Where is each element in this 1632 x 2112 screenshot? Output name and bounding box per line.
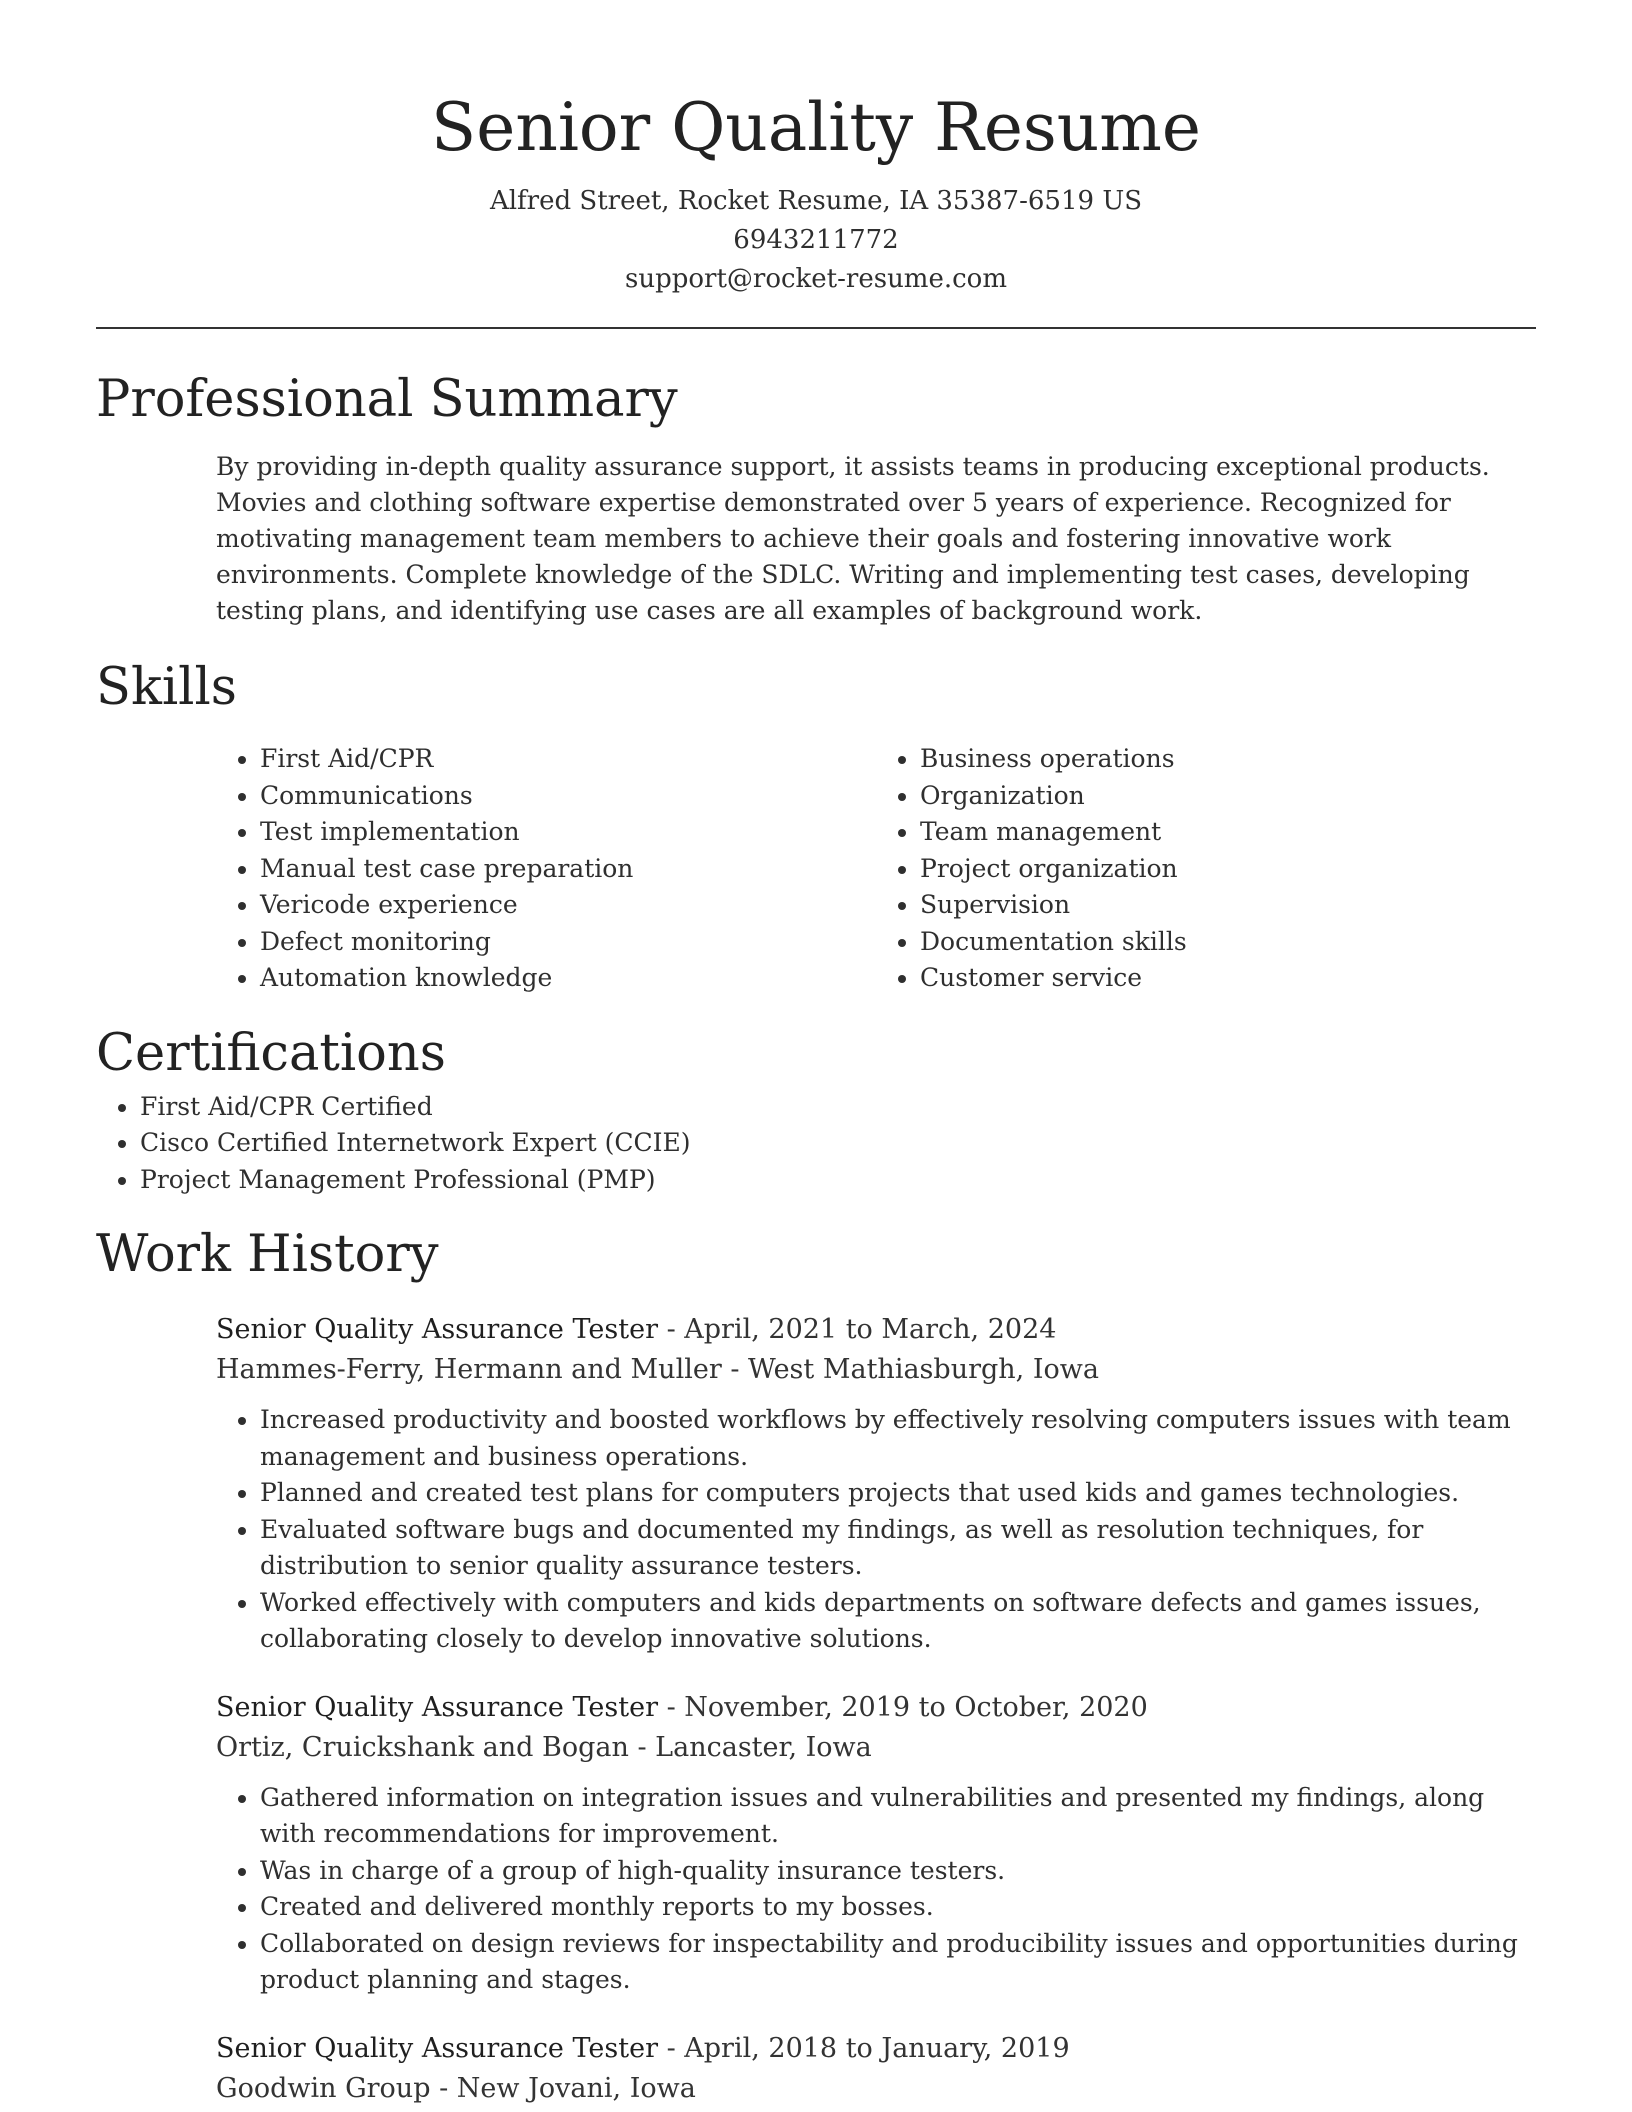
job-company: Hammes-Ferry, Hermann and Muller [216, 1354, 722, 1385]
skill-item: • Team management [920, 814, 1536, 851]
resume-header [96, 0, 1536, 299]
email-address: support@rocket-resume.com [624, 264, 1007, 294]
certifications-list [96, 1089, 1536, 1199]
skills-column-right [876, 741, 1536, 997]
job-company: Goodwin Group [216, 2072, 431, 2104]
job-dates: - April, 2021 to March, 2024 [657, 1314, 1057, 1345]
job-duty-item: • Planned and created test plans for computers projects that used kids and games technologies. [260, 1475, 1536, 1512]
address: Alfred Street, Rocket Resume, IA 35387-6519 US [489, 186, 1143, 216]
resume-title: Senior Quality Resume [431, 89, 1201, 166]
certification-item: • Project Management Professional (PMP) [140, 1162, 1536, 1199]
job-duty-item: • Gathered information on integration issues and vulnerabilities and presented my findings, along with recommendations for improvement. [260, 1780, 1536, 1853]
skill-item: • Project organization [920, 851, 1536, 888]
phone-number: 6943211772 [733, 225, 899, 255]
job-entry [216, 1688, 1536, 1999]
skill-item: • Vericode experience [260, 887, 876, 924]
skill-item: • Test implementation [260, 814, 876, 851]
resume-page [96, 0, 1536, 2109]
skill-item: • First Aid/CPR [260, 741, 876, 778]
certification-item: • First Aid/CPR Certified [140, 1089, 1536, 1126]
skill-item: • Manual test case preparation [260, 851, 876, 888]
job-company-line [216, 1350, 1536, 1390]
certifications-heading: Certifications [96, 1023, 446, 1083]
skill-item: • Automation knowledge [260, 960, 876, 997]
job-location: - West Mathiasburgh, Iowa [721, 1354, 1099, 1385]
job-company: Ortiz, Cruickshank and Bogan [216, 1731, 629, 1763]
job-duties-list [216, 1402, 1536, 1658]
job-location: - New Jovani, Iowa [430, 2072, 696, 2104]
skill-item: • Communications [260, 778, 876, 815]
job-duty-item: • Was in charge of a group of high-quality insurance testers. [260, 1853, 1536, 1890]
job-company-line [216, 2069, 1536, 2109]
job-duty-item: • Evaluated software bugs and documented my findings, as well as resolution techniques, for distribution to senior quality assurance testers. [260, 1512, 1536, 1585]
job-duty-item: • Created and delivered monthly reports to my bosses. [260, 1889, 1536, 1926]
skill-item: • Customer service [920, 960, 1536, 997]
skill-item: • Supervision [920, 887, 1536, 924]
job-entry [216, 1310, 1536, 1658]
summary-text: By providing in-depth quality assurance support, it assists teams in producing exceptional products. Movies and clothing software expertise demonstrated over 5 years of experience. Recognized for motivating management team members to achieve their goals and fostering innovative work environments. Complete knowledge of the SDLC. Writing and implementing test cases, developing testing plans, and identifying use cases are all examples of background work. [216, 452, 1490, 625]
skill-item: • Documentation skills [920, 924, 1536, 961]
job-title-line [216, 2029, 1536, 2069]
job-entry [216, 2029, 1536, 2109]
job-duty-item: • Increased productivity and boosted workflows by effectively resolving computers issues with team management and business operations. [260, 1402, 1536, 1475]
job-duty-item: • Worked effectively with computers and kids departments on software defects and games issues, collaborating closely to develop innovative solutions. [260, 1585, 1536, 1658]
job-title: Senior Quality Assurance Tester [216, 1691, 658, 1723]
job-company-line [216, 1728, 1536, 1768]
job-title-line [216, 1310, 1536, 1350]
skill-item: • Defect monitoring [260, 924, 876, 961]
skills-column-left [216, 741, 876, 997]
header-divider [96, 327, 1536, 329]
job-title: Senior Quality Assurance Tester [216, 2032, 658, 2064]
skill-item: • Business operations [920, 741, 1536, 778]
job-title-line [216, 1688, 1536, 1728]
skills-heading: Skills [96, 658, 237, 717]
summary-heading: Professional Summary [96, 370, 678, 429]
skill-item: • Organization [920, 778, 1536, 815]
skills-list [216, 741, 1536, 997]
job-duties-list [216, 1780, 1536, 1999]
certification-item: • Cisco Certified Internetwork Expert (CCIE) [140, 1125, 1536, 1162]
job-location: - Lancaster, Iowa [628, 1731, 872, 1763]
job-dates: - November, 2019 to October, 2020 [657, 1691, 1148, 1723]
job-duty-item: • Collaborated on design reviews for inspectability and producibility issues and opportunities during product planning and stages. [260, 1926, 1536, 1999]
job-dates: - April, 2018 to January, 2019 [657, 2032, 1070, 2064]
work-history-heading: Work History [96, 1225, 439, 1284]
job-title: Senior Quality Assurance Tester [216, 1314, 658, 1345]
